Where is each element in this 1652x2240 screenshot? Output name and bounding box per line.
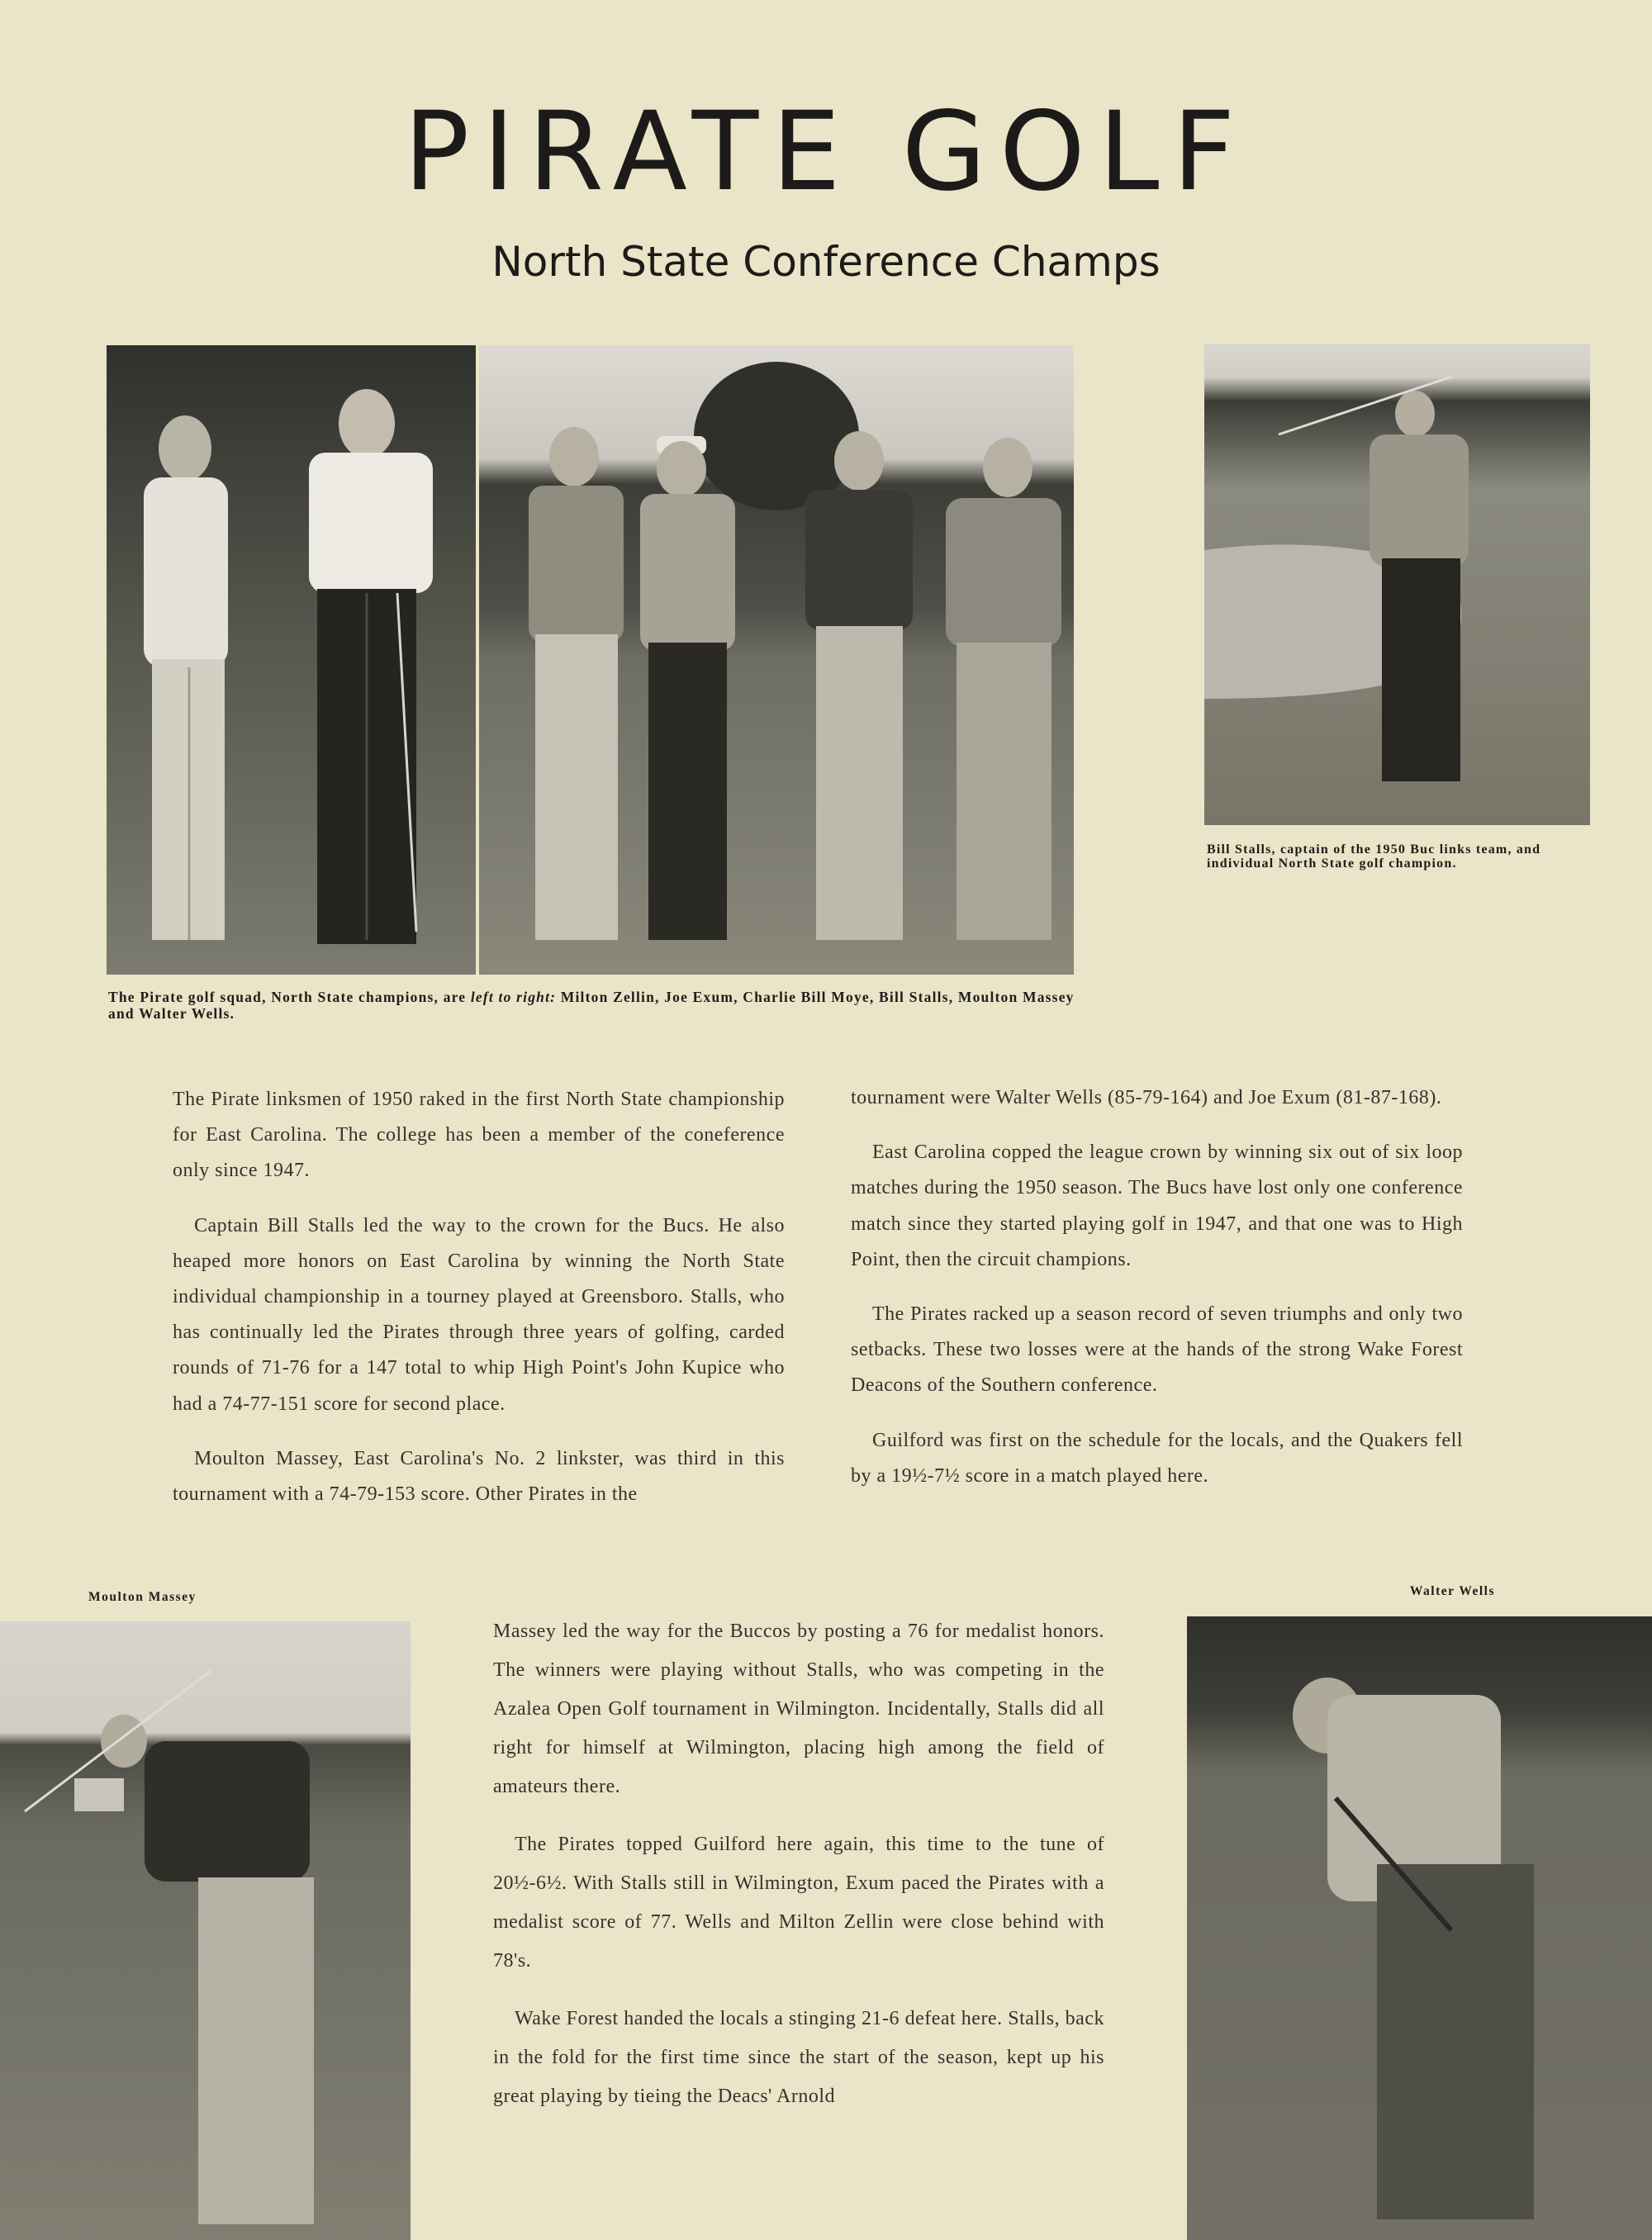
paragraph: Moulton Massey, East Carolina's No. 2 linkster, was third in this tournament with a 74-79-153 score. Other Pirates in the (173, 1447, 785, 1506)
paragraph: Guilford was first on the schedule for the locals, and the Quakers fell by a 19½-7½ score in a match played here. (851, 1429, 1463, 1487)
photo-two-golfers (107, 345, 476, 975)
photo-moulton-massey (0, 1621, 411, 2240)
wells-photo-label: Walter Wells (1409, 1584, 1495, 1598)
squad-caption-names: Milton Zellin, Joe Exum, Charlie Bill Moye, Bill Stalls, Moulton Massey and Walter Wells. (108, 989, 1075, 1022)
massey-photo-label: Moulton Massey (88, 1590, 197, 1604)
squad-caption-lead: The Pirate golf squad, North State champions, are (108, 989, 467, 1005)
page-subtitle: North State Conference Champs (491, 238, 1161, 286)
squad-photo-caption (108, 989, 1079, 1022)
photo-four-golfers (479, 345, 1074, 975)
photo-walter-wells (1187, 1616, 1652, 2240)
paragraph: The Pirates racked up a season record of seven triumphs and only two setbacks. These two losses were at the hands of the strong Wake Forest Deacons of the Southern conference. (851, 1303, 1463, 1397)
paragraph: The Pirate linksmen of 1950 raked in the first North State championship for East Carolina. The college has been a member of the coneference only since 1947. (173, 1089, 785, 1182)
article-column-3 (493, 1612, 1104, 2135)
squad-caption-italic: left to right: (470, 989, 557, 1005)
paragraph: East Carolina copped the league crown by winning six out of six loop matches during the 1950 season. The Bucs have lost only one conference match since they started playing golf in 1947, and that one was to High Point, then the circuit champions. (851, 1141, 1463, 1270)
article-column-1 (173, 1082, 785, 1531)
paragraph: Massey led the way for the Buccos by posting a 76 for medalist honors. The winners were playing without Stalls, who was competing in the Azalea Open Golf tournament in Wilmington. Incidentally, Stalls did all right for himself at Wilmington, placing high among the field of amateurs there. (493, 1621, 1104, 1797)
paragraph: The Pirates topped Guilford here again, this time to the tune of 20½-6½. With Stalls still in Wilmington, Exum paced the Pirates with a medalist score of 77. Wells and Milton Zellin were close behind with 78's. (493, 1834, 1104, 1972)
stalls-photo-caption: Bill Stalls, captain of the 1950 Buc links team, and individual North State golf champion. (1207, 842, 1541, 871)
paragraph: Captain Bill Stalls led the way to the crown for the Bucs. He also heaped more honors on East Carolina by winning the North State individual championship in a tourney played at Greensboro. Stalls, who has continually led the Pirates through three years of golfing, carded rounds of 71-76 for a 147 total to whip High Point's John Kupice who had a 74-77-151 score for second place. (173, 1214, 785, 1415)
paragraph: Wake Forest handed the locals a stinging 21-6 defeat here. Stalls, back in the fold for the first time since the start of the season, kept up his great playing by tieing the Deacs' Arnold (493, 2008, 1104, 2107)
photo-bill-stalls (1204, 344, 1590, 825)
paragraph: tournament were Walter Wells (85-79-164) and Joe Exum (81-87-168). (851, 1087, 1442, 1108)
article-column-2 (851, 1080, 1463, 1513)
page-title: PIRATE GOLF (403, 88, 1249, 216)
